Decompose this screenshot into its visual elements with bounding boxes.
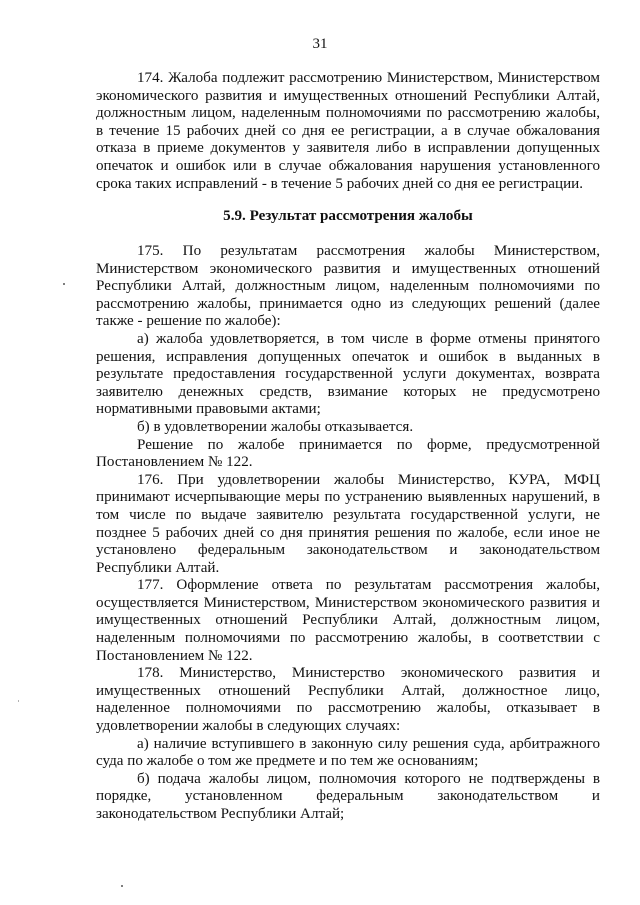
paragraph-177: 177. Оформление ответа по результатам рассмотрения жалобы, осуществляется Министерством, Министерством экономического развития и имущественных отношений Республики Алтай, должностным лицом, наделенным полномочиями по рассмотрению жалобы, в соответствии с Постановлением № 122. (96, 577, 600, 664)
paragraph-decision-form: Решение по жалобе принимается по форме, предусмотренной Постановлением № 122. (96, 436, 600, 471)
page-number: 31 (312, 36, 328, 52)
scan-speck (18, 700, 19, 702)
text-block-top (96, 70, 600, 193)
paragraph-174: 174. Жалоба подлежит рассмотрению Министерством, Министерством экономического развития и имущественных отношений Республики Алтай, должностным лицом, наделенным полномочиями по рассмотрению жалобы, в течение 15 рабочих дней со дня ее регистрации, а в случае обжалования отказа в приеме документов у заявителя либо в исправлении допущенных опечаток и ошибок или в случае обжалования нарушения установленного срока таких исправлений - в течение 5 рабочих дней со дня ее регистрации. (96, 70, 600, 192)
paragraph-175-a: а) жалоба удовлетворяется, в том числе в форме отмены принятого решения, исправления допущенных опечаток и ошибок в выданных в результате предоставления государственной услуги документах, возврата заявителю денежных средств, взимание которых не предусмотрено нормативными правовыми актами; (96, 330, 600, 418)
text-block-main (96, 243, 600, 824)
scan-speck (63, 283, 65, 285)
paragraph-178: 178. Министерство, Министерство экономического развития и имущественных отношений Республики Алтай, должностное лицо, наделенное полномочиями по рассмотрению жалобы, отказывает в удовлетворении жалобы в следующих случаях: (96, 665, 600, 735)
paragraph-175: 175. По результатам рассмотрения жалобы Министерством, Министерством экономического развития и имущественных отношений Республики Алтай, должностным лицом, наделенным полномочиями по рассмотрению жалобы, принимается одно из следующих решений (далее также - решение по жалобе): (96, 243, 600, 330)
paragraph-176: 176. При удовлетворении жалобы Министерство, КУРА, МФЦ принимают исчерпывающие меры по устранению выявленных нарушений, в том числе по выдаче заявителю результата государственной услуги, не позднее 5 рабочих дней со дня принятия решения по жалобе, если иное не установлено федеральным законодательством и законодательством Республики Алтай. (96, 471, 600, 576)
section-heading: 5.9. Результат рассмотрения жалобы (223, 208, 473, 224)
paragraph-178-b: б) подача жалобы лицом, полномочия которого не подтверждены в порядке, установленном федеральным законодательством и законодательством Республики Алтай; (96, 770, 600, 822)
paragraph-178-a: а) наличие вступившего в законную силу решения суда, арбитражного суда по жалобе о том же предмете и по тем же основаниям; (96, 735, 600, 770)
paragraph-175-b: б) в удовлетворении жалобы отказывается. (137, 418, 414, 435)
scan-speck (121, 885, 123, 887)
